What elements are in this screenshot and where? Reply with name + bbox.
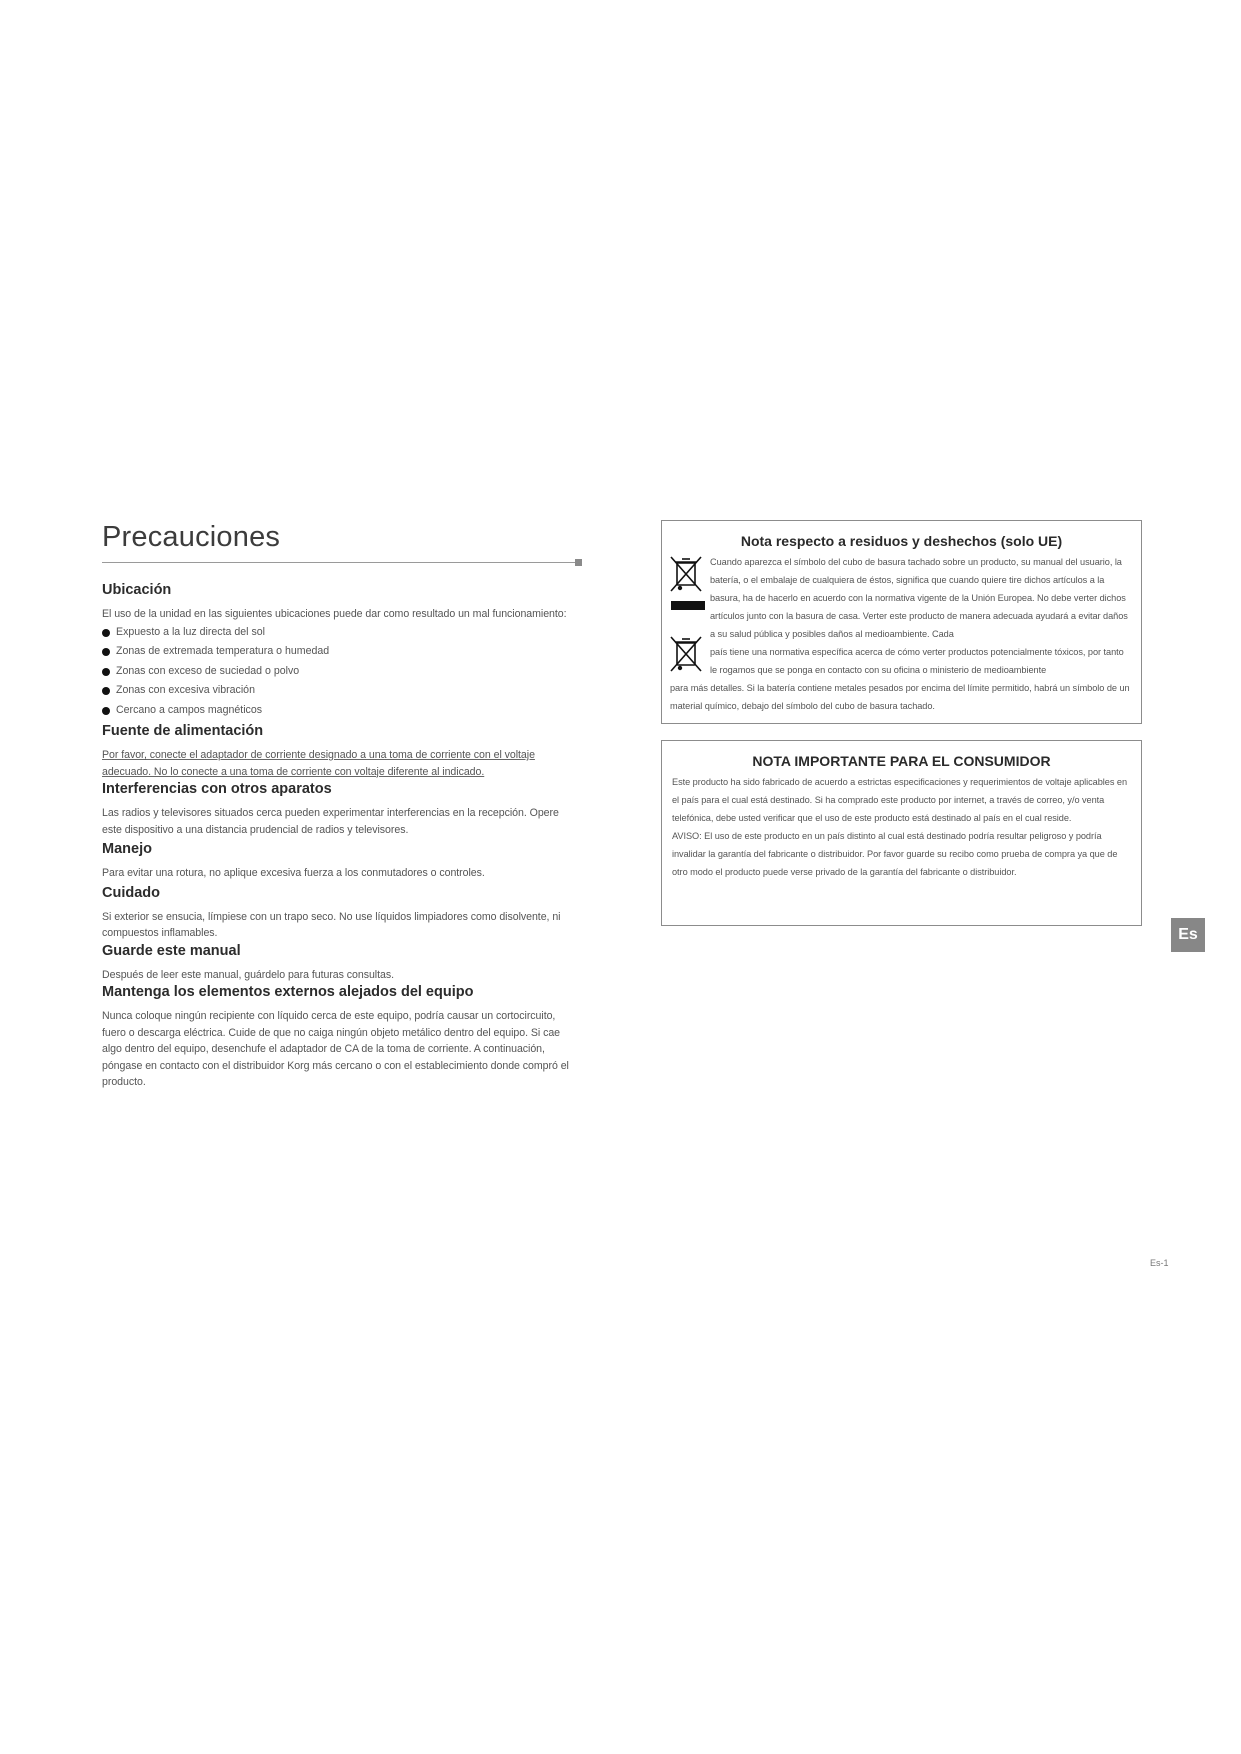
consumer-notice-heading: NOTA IMPORTANTE PARA EL CONSUMIDOR [752, 753, 1051, 769]
manejo-text: Para evitar una rotura, no aplique excesiva fuerza a los conmutadores o controles. [102, 867, 485, 879]
precautions-column [102, 518, 580, 1091]
waste-notice-text-1: Cuando aparezca el símbolo del cubo de basura tachado sobre un producto, su manual del usuario, la batería, o el embalaje de cualquiera de éstos, significa que cuando quiere tire dichos artículos a la basura, ha de hacerlo en acuerdo con la normativa vigente de la Unión Europea. No debe verter dichos artículos junto con la basura de casa. Verter este producto de manera adecuada ayudará a evitar daños a su salud pública y posibles daños al medioambiente. Cada [710, 557, 1128, 639]
consumer-notice-warning: AVISO: El uso de este producto en un país distinto al cual está destinado podría resultar peligroso y podría invalidar la garantía del fabricante o distribuidor. Por favor guarde su recibo como prueba de compra ya que de otro modo el producto puede verse privado de la garantía del fabricante o distribuidor. [672, 831, 1118, 877]
list-item: Zonas con excesiva vibración [102, 681, 580, 701]
cuidado-text: Si exterior se ensucia, límpiese con un trapo seco. No use líquidos limpiadores como disolvente, ni compuestos inflamables. [102, 910, 561, 939]
ubicacion-list [102, 623, 580, 721]
interferencias-text: Las radios y televisores situados cerca pueden experimentar interferencias en la recepción. Opere este dispositivo a una distancia prudencial de radios y televisores. [102, 807, 559, 836]
waste-notice-heading: Nota respecto a residuos y deshechos (solo UE) [740, 533, 1063, 549]
bullet-icon [102, 648, 110, 656]
crossed-bin-chemical-icon [667, 635, 705, 675]
waste-notice-box [661, 520, 1142, 724]
heading-fuente: Fuente de alimentación [102, 723, 264, 739]
bullet-icon [102, 629, 110, 637]
consumer-notice-text: Este producto ha sido fabricado de acuerdo a estrictas especificaciones y requerimientos de voltaje aplicables en el país para el cual está destinado. Si ha comprado este producto por internet, a través de correo, y/o venta telefónica, debe usted verificar que el uso de este producto está destinado al país en el cual reside. [672, 777, 1128, 823]
list-item: Expuesto a la luz directa del sol [102, 623, 580, 643]
title-rule-square [575, 559, 582, 566]
list-item: Zonas con exceso de suciedad o polvo [102, 662, 580, 682]
guarde-text: Después de leer este manual, guárdelo para futuras consultas. [102, 968, 394, 981]
language-tab: Es [1171, 918, 1205, 952]
crossed-bin-icon [667, 555, 705, 595]
list-item: Cercano a campos magnéticos [102, 701, 580, 721]
bullet-icon [102, 668, 110, 676]
mantenga-text: Nunca coloque ningún recipiente con líquido cerca de este equipo, podría causar un cortocircuito, fuero o descarga eléctrica. Cuide de que no caiga ningún objeto metálico dentro del equipo. Si cae algo dentro del equipo, desenchufe el adaptador de CA de la toma de corriente. A continuación, póngase en contacto con el distribuidor Korg más cercano o con el establecimiento donde compró el producto. [102, 1010, 569, 1088]
waste-notice-text-3: para más detalles. Si la batería contiene metales pesados por encima del límite permitido, habrá un símbolo de un material químico, debajo del símbolo del cubo de basura tachado. [670, 683, 1130, 711]
heading-cuidado: Cuidado [102, 884, 160, 901]
page-number: Es-1 [1150, 1258, 1169, 1268]
heading-ubicacion: Ubicación [102, 582, 172, 598]
heading-guarde: Guarde este manual [102, 942, 241, 959]
list-item: Zonas de extremada temperatura o humedad [102, 642, 580, 662]
bin-underbar-icon [671, 601, 705, 610]
ubicacion-intro: El uso de la unidad en las siguientes ubicaciones puede dar como resultado un mal funcionamiento: [102, 608, 567, 620]
page-title: Precauciones [102, 521, 281, 553]
heading-manejo: Manejo [102, 841, 152, 857]
title-rule [102, 562, 578, 563]
consumer-notice-box [661, 740, 1142, 926]
heading-interferencias: Interferencias con otros aparatos [102, 781, 332, 797]
bullet-icon [102, 707, 110, 715]
bullet-icon [102, 687, 110, 695]
waste-notice-text-2: país tiene una normativa específica acerca de cómo verter productos potencialmente tóxicos, por tanto le rogamos que se ponga en contacto con su oficina o ministerio de medioambiente [710, 647, 1124, 675]
fuente-text: Por favor, conecte el adaptador de corriente designado a una toma de corriente con el voltaje adecuado. No lo conecte a una toma de corriente con voltaje diferente al indicado. [102, 749, 535, 778]
heading-mantenga: Mantenga los elementos externos alejados del equipo [102, 984, 474, 1000]
